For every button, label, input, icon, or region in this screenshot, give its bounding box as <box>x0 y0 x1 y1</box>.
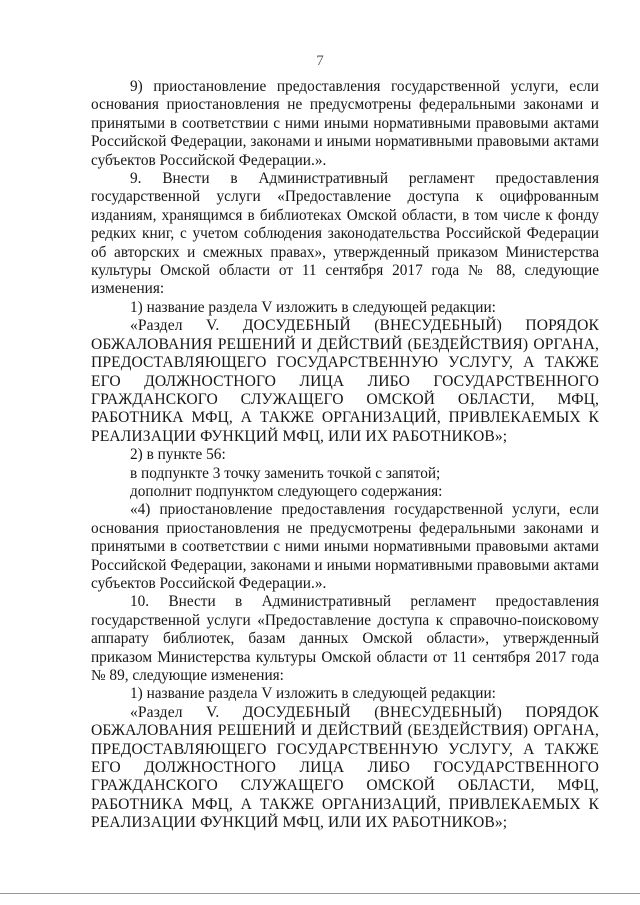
paragraph-section-v-title-2: «Раздел V. ДОСУДЕБНЫЙ (ВНЕСУДЕБНЫЙ) ПОРЯДОК ОБЖАЛОВАНИЯ РЕШЕНИЙ И ДЕЙСТВИЙ (БЕЗДЕЙСТВИЯ) ОРГАНА, ПРЕДОСТАВЛЯЮЩЕГО ГОСУДАРСТВЕННУЮ УСЛУГУ, А ТАКЖЕ ЕГО ДОЛЖНОСТНОГО ЛИЦА ЛИБО ГОСУДАРСТВЕННОГО ГРАЖДАНСКОГО СЛУЖАЩЕГО ОМСКОЙ ОБЛАСТИ, МФЦ, РАБОТНИКА МФЦ, А ТАКЖЕ ОРГАНИЗАЦИЙ, ПРИВЛЕКАЕМЫХ К РЕАЛИЗАЦИИ ФУНКЦИЙ МФЦ, ИЛИ ИХ РАБОТНИКОВ»; <box>91 703 599 832</box>
paragraph-point-56: 2) в пункте 56: <box>130 446 226 464</box>
paragraph-amendment-10: 10. Внести в Административный регламент предоставления государственной услуги «Предоставление доступа к справочно-поисковому аппарату библиотек, базам данных Омской области», утвержденный приказом Министерства культуры Омской области от 11 сентября 2017 года № 89, следующие изменения: <box>91 593 599 684</box>
paragraph-add-subpoint: дополнит подпунктом следующего содержания: <box>130 482 443 500</box>
paragraph-item-9-suspension: 9) приостановление предоставления государственной услуги, если основания приостановления не предусмотрены федеральными законами и принятыми в соответствии с ними иными нормативными правовыми актами Российской Федерации, законами и иными нормативными правовыми актами субъектов Российской Федерации.». <box>91 78 599 169</box>
page-number: 7 <box>316 53 324 69</box>
paragraph-amendment-9: 9. Внести в Административный регламент предоставления государственной услуги «Предоставление доступа к оцифрованным изданиям, хранящимся в библиотеках Омской области, в том числе к фонду редких книг, с учетом соблюдения законодательства Российской Федерации об авторских и смежных правах», утвержденный приказом Министерства культуры Омской области от 11 сентября 2017 года № 88, следующие изменения: <box>91 170 599 298</box>
document-body <box>91 78 599 833</box>
paragraph-subpoint-3: в подпункте 3 точку заменить точкой с запятой; <box>130 464 441 482</box>
paragraph-section-title-instruction: 1) название раздела V изложить в следующей редакции: <box>130 298 496 316</box>
paragraph-section-title-instruction-2: 1) название раздела V изложить в следующей редакции: <box>130 685 496 703</box>
paragraph-section-v-title: «Раздел V. ДОСУДЕБНЫЙ (ВНЕСУДЕБНЫЙ) ПОРЯДОК ОБЖАЛОВАНИЯ РЕШЕНИЙ И ДЕЙСТВИЙ (БЕЗДЕЙСТВИЯ) ОРГАНА, ПРЕДОСТАВЛЯЮЩЕГО ГОСУДАРСТВЕННУЮ УСЛУГУ, А ТАКЖЕ ЕГО ДОЛЖНОСТНОГО ЛИЦА ЛИБО ГОСУДАРСТВЕННОГО ГРАЖДАНСКОГО СЛУЖАЩЕГО ОМСКОЙ ОБЛАСТИ, МФЦ, РАБОТНИКА МФЦ, А ТАКЖЕ ОРГАНИЗАЦИЙ, ПРИВЛЕКАЕМЫХ К РЕАЛИЗАЦИИ ФУНКЦИЙ МФЦ, ИЛИ ИХ РАБОТНИКОВ»; <box>91 317 599 445</box>
paragraph-subpoint-4-text: «4) приостановление предоставления государственной услуги, если основания приостановления не предусмотрены федеральными законами и принятыми в соответствии с ними иными нормативными правовыми актами Российской Федерации, законами и иными нормативными правовыми актами субъектов Российской Федерации.». <box>91 501 599 592</box>
page-bottom-edge <box>0 893 640 894</box>
